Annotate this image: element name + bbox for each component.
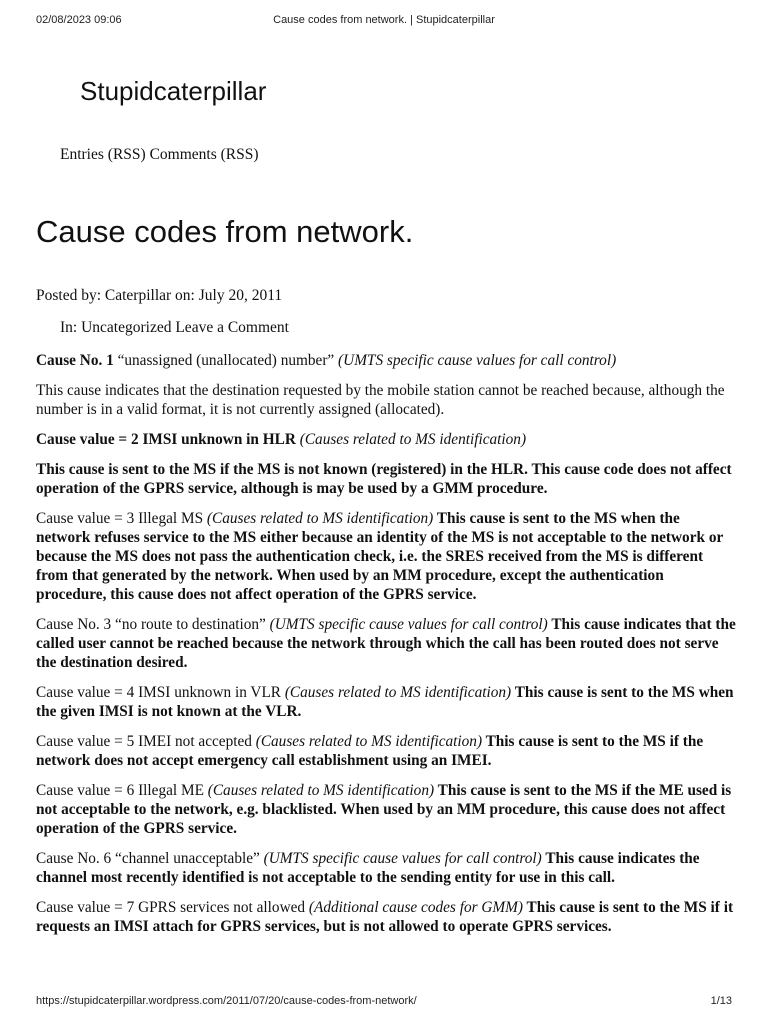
category-link[interactable]: Uncategorized — [81, 319, 172, 336]
cause-paragraph — [36, 509, 736, 604]
cause-lead: Cause No. 3 — [36, 616, 112, 633]
cause-lead: Cause value = 3 Illegal MS — [36, 510, 204, 527]
cause-description-text: This cause indicates the channel most recently identified is not acceptable to the sending entity for use in this call. — [36, 850, 700, 886]
cause-description-text: This cause is sent to the MS if the ME used is not acceptable to the network, e.g. blacklisted. When used by an MM procedure, this cause does not affect operation of the GPRS service. — [36, 782, 732, 837]
cause-description — [36, 460, 736, 498]
cause-lead: Cause No. 1 — [36, 352, 114, 369]
post-content — [36, 351, 736, 947]
site-title[interactable]: Stupidcaterpillar — [80, 76, 267, 106]
cause-lead: Cause value = 5 IMEI not accepted — [36, 733, 252, 750]
post-category-line — [60, 319, 289, 337]
entries-rss-link[interactable]: Entries (RSS) — [60, 146, 146, 163]
cause-description-text: This cause is sent to the MS when the given IMSI is not known at the VLR. — [36, 684, 734, 720]
cause-category: (UMTS specific cause values for call control) — [269, 616, 548, 633]
cause-category: (Causes related to MS identification) — [251, 733, 483, 750]
post-meta: Posted by: Caterpillar on: July 20, 2011 — [36, 287, 283, 304]
cause-lead: Cause value = 7 GPRS services not allowed — [36, 899, 306, 916]
cause-lead-rest: “no route to destination” — [111, 616, 270, 633]
cause-description-text: This cause indicates that the called user cannot be reached because the network through which the call has been routed does not serve the destination desired. — [36, 616, 736, 671]
cause-paragraph — [36, 615, 736, 672]
post-title: Cause codes from network. — [36, 214, 414, 249]
print-datetime: 02/08/2023 09:06 — [36, 14, 122, 26]
cause-category: (Causes related to MS identification) — [203, 782, 435, 799]
print-header — [36, 14, 732, 28]
leave-comment-link[interactable]: Leave a Comment — [175, 319, 289, 336]
cause-lead: Cause No. 6 — [36, 850, 112, 867]
cause-description-text: This cause is sent to the MS if the MS is not known (registered) in the HLR. This cause code does not affect operation of the GPRS service, although is may be used by a GMM procedure. — [36, 461, 732, 497]
cause-lead-rest: “channel unacceptable” — [111, 850, 264, 867]
in-label: In: — [60, 319, 78, 336]
cause-paragraph — [36, 849, 736, 887]
cause-category: (Causes related to MS identification) — [295, 431, 527, 448]
cause-category: (Causes related to MS identification) — [203, 510, 434, 527]
print-footer — [36, 995, 732, 1009]
cause-paragraph — [36, 732, 736, 770]
print-page-title: Cause codes from network. | Stupidcaterpillar — [273, 14, 495, 26]
cause-lead: Cause value = 4 IMSI unknown in VLR — [36, 684, 282, 701]
cause-lead: Cause value = 2 IMSI unknown in HLR — [36, 431, 296, 448]
cause-category: (Causes related to MS identification) — [281, 684, 512, 701]
cause-description: This cause indicates that the destination requested by the mobile station cannot be reached because, although the number is in a valid format, it is not currently assigned (allocated). — [36, 382, 725, 418]
cause-paragraph — [36, 898, 736, 936]
cause-category: (Additional cause codes for GMM) — [305, 899, 523, 916]
cause-paragraph — [36, 351, 736, 370]
print-url: https://stupidcaterpillar.wordpress.com/2011/07/20/cause-codes-from-network/ — [36, 995, 417, 1007]
feed-links — [60, 146, 259, 164]
print-page-number: 1/13 — [710, 995, 732, 1007]
comments-rss-link[interactable]: Comments (RSS) — [149, 146, 259, 163]
cause-description-text: This cause is sent to the MS if it requests an IMSI attach for GPRS services, but is not allowed to operate GPRS services. — [36, 899, 734, 935]
cause-category: (UMTS specific cause values for call control) — [338, 352, 617, 369]
cause-description-text: This cause is sent to the MS if the network does not accept emergency call establishment using an IMEI. — [36, 733, 704, 769]
cause-paragraph — [36, 781, 736, 838]
cause-lead-rest: “unassigned (unallocated) number” — [113, 352, 339, 369]
cause-description-text: This cause is sent to the MS when the network refuses service to the MS either because an identity of the MS is not acceptable to the network or because the MS does not pass the authentication check, i.e. the SRES received from the MS is different from that generated by the network. When used by an MM procedure, except the authentication procedure, this cause does not affect operation of the GPRS service. — [36, 510, 723, 603]
cause-paragraph — [36, 430, 736, 449]
cause-lead: Cause value = 6 Illegal ME — [36, 782, 204, 799]
cause-paragraph — [36, 683, 736, 721]
cause-category: (UMTS specific cause values for call control) — [263, 850, 542, 867]
